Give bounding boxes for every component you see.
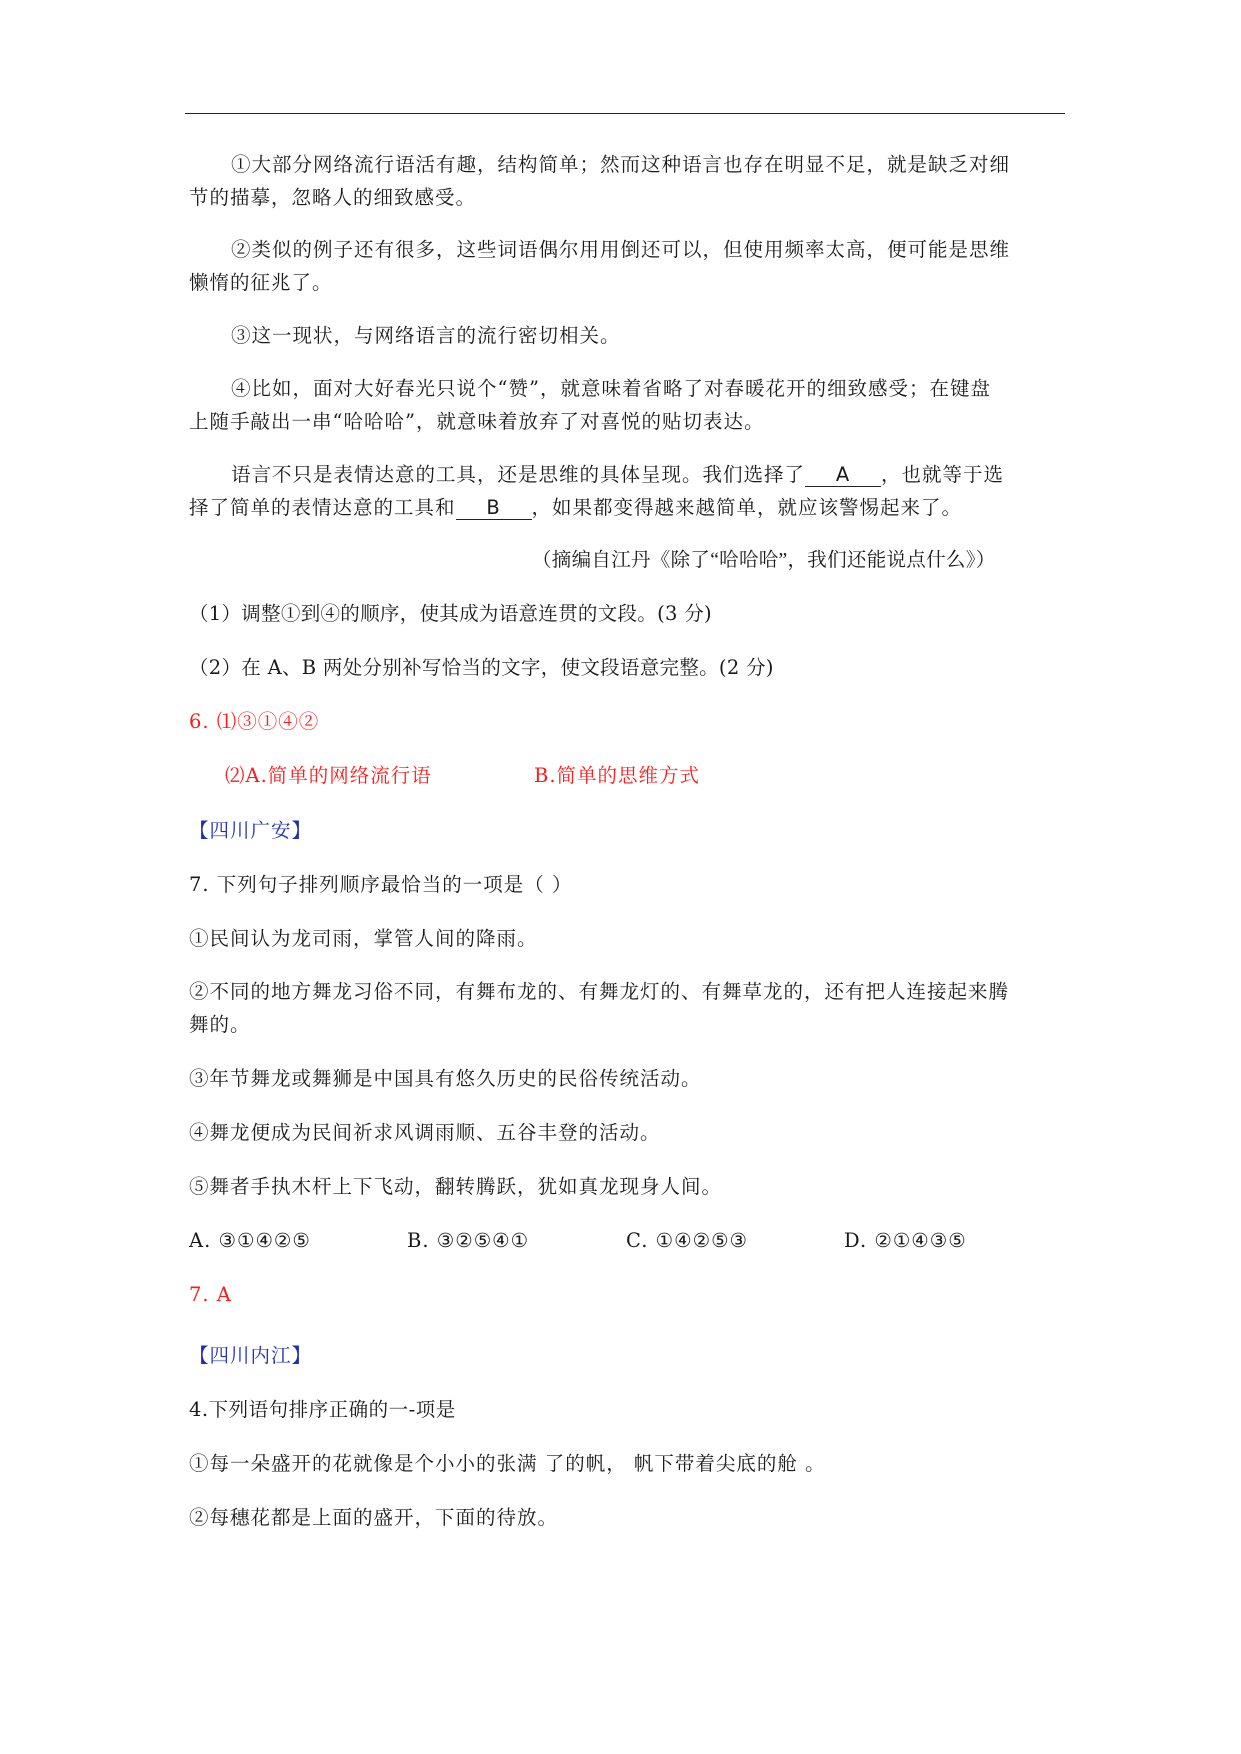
passage-p5-line2 bbox=[189, 495, 962, 521]
passage-source: （摘编自江丹《除了“哈哈哈”，我们还能说点什么》） bbox=[532, 550, 996, 571]
q7-sentence3: ③年节舞龙或舞狮是中国具有悠久历史的民俗传统活动。 bbox=[189, 1067, 702, 1090]
header-rule bbox=[185, 113, 1065, 114]
passage-p5-line1-post: ，也就等于选 bbox=[881, 463, 1005, 486]
q7-sentence2-line2: 舞的。 bbox=[189, 1013, 251, 1036]
q7-option-a: A. ③①④②⑤ bbox=[189, 1229, 311, 1252]
q6-sub1: （1）调整①到④的顺序，使其成为语意连贯的文段。(3 分) bbox=[189, 602, 712, 625]
q6-sub2: （2）在 A、B 两处分别补写恰当的文字，使文段语意完整。(2 分) bbox=[189, 656, 774, 679]
passage-p5-line1-pre: 语言不只是表情达意的工具，还是思维的具体呈现。我们选择了 bbox=[231, 463, 806, 486]
blank-b: B bbox=[456, 497, 532, 520]
q7-sentence2-line1: ②不同的地方舞龙习俗不同，有舞布龙的、有舞龙灯的、有舞草龙的，还有把人连接起来腾 bbox=[189, 980, 1010, 1003]
passage-p4-line2: 上随手敲出一串“哈哈哈”，就意味着放弃了对喜悦的贴切表达。 bbox=[189, 410, 765, 433]
section-neijiang: 【四川内江】 bbox=[189, 1344, 313, 1367]
q7-sentence4: ④舞龙便成为民间祈求风调雨顺、五谷丰登的活动。 bbox=[189, 1121, 661, 1144]
q6-answer2b: B.简单的思维方式 bbox=[534, 764, 701, 787]
section-guangan: 【四川广安】 bbox=[189, 819, 313, 842]
passage-p3-line1: ③这一现状，与网络语言的流行密切相关。 bbox=[231, 324, 621, 347]
q4-stem: 4.下列语句排序正确的一-项是 bbox=[189, 1398, 456, 1421]
passage-p5-line2-post: ，如果都变得越来越简单，就应该警惕起来了。 bbox=[531, 496, 963, 519]
q6-answer2a: ⑵A.简单的网络流行语 bbox=[225, 764, 432, 787]
passage-p5-line1 bbox=[231, 462, 1004, 488]
q7-stem: 7. 下列句子排列顺序最恰当的一项是（ ） bbox=[189, 873, 573, 896]
passage-p1-line1: ①大部分网络流行语活有趣，结构简单；然而这种语言也存在明显不足，就是缺乏对细 bbox=[231, 153, 1011, 176]
passage-p2-line1: ②类似的例子还有很多，这些词语偶尔用用倒还可以，但使用频率太高，便可能是思维 bbox=[231, 238, 1011, 261]
blank-a: A bbox=[805, 464, 881, 487]
passage-p2-line2: 懒惰的征兆了。 bbox=[189, 271, 333, 294]
q7-option-d: D. ②①④③⑤ bbox=[844, 1229, 967, 1252]
q6-answer1: 6. ⑴③①④② bbox=[189, 710, 320, 733]
q7-sentence1: ①民间认为龙司雨，掌管人间的降雨。 bbox=[189, 927, 538, 950]
q4-sentence2: ②每穗花都是上面的盛开，下面的待放。 bbox=[189, 1506, 559, 1529]
q7-answer: 7. A bbox=[189, 1283, 232, 1306]
q7-option-b: B. ③②⑤④① bbox=[407, 1229, 530, 1252]
passage-p4-line1: ④比如，面对大好春光只说个“赞”，就意味着省略了对春暖花开的细致感受；在键盘 bbox=[231, 377, 991, 400]
q4-sentence1: ①每一朵盛开的花就像是个小小的张满 了的帆， 帆下带着尖底的舱 。 bbox=[189, 1452, 826, 1475]
q7-sentence5: ⑤舞者手执木杆上下飞动，翻转腾跃，犹如真龙现身人间。 bbox=[189, 1175, 723, 1198]
passage-p5-line2-pre: 择了简单的表情达意的工具和 bbox=[189, 496, 456, 519]
q7-option-c: C. ①④②⑤③ bbox=[626, 1229, 749, 1252]
passage-p1-line2: 节的描摹，忽略人的细致感受。 bbox=[189, 186, 477, 209]
